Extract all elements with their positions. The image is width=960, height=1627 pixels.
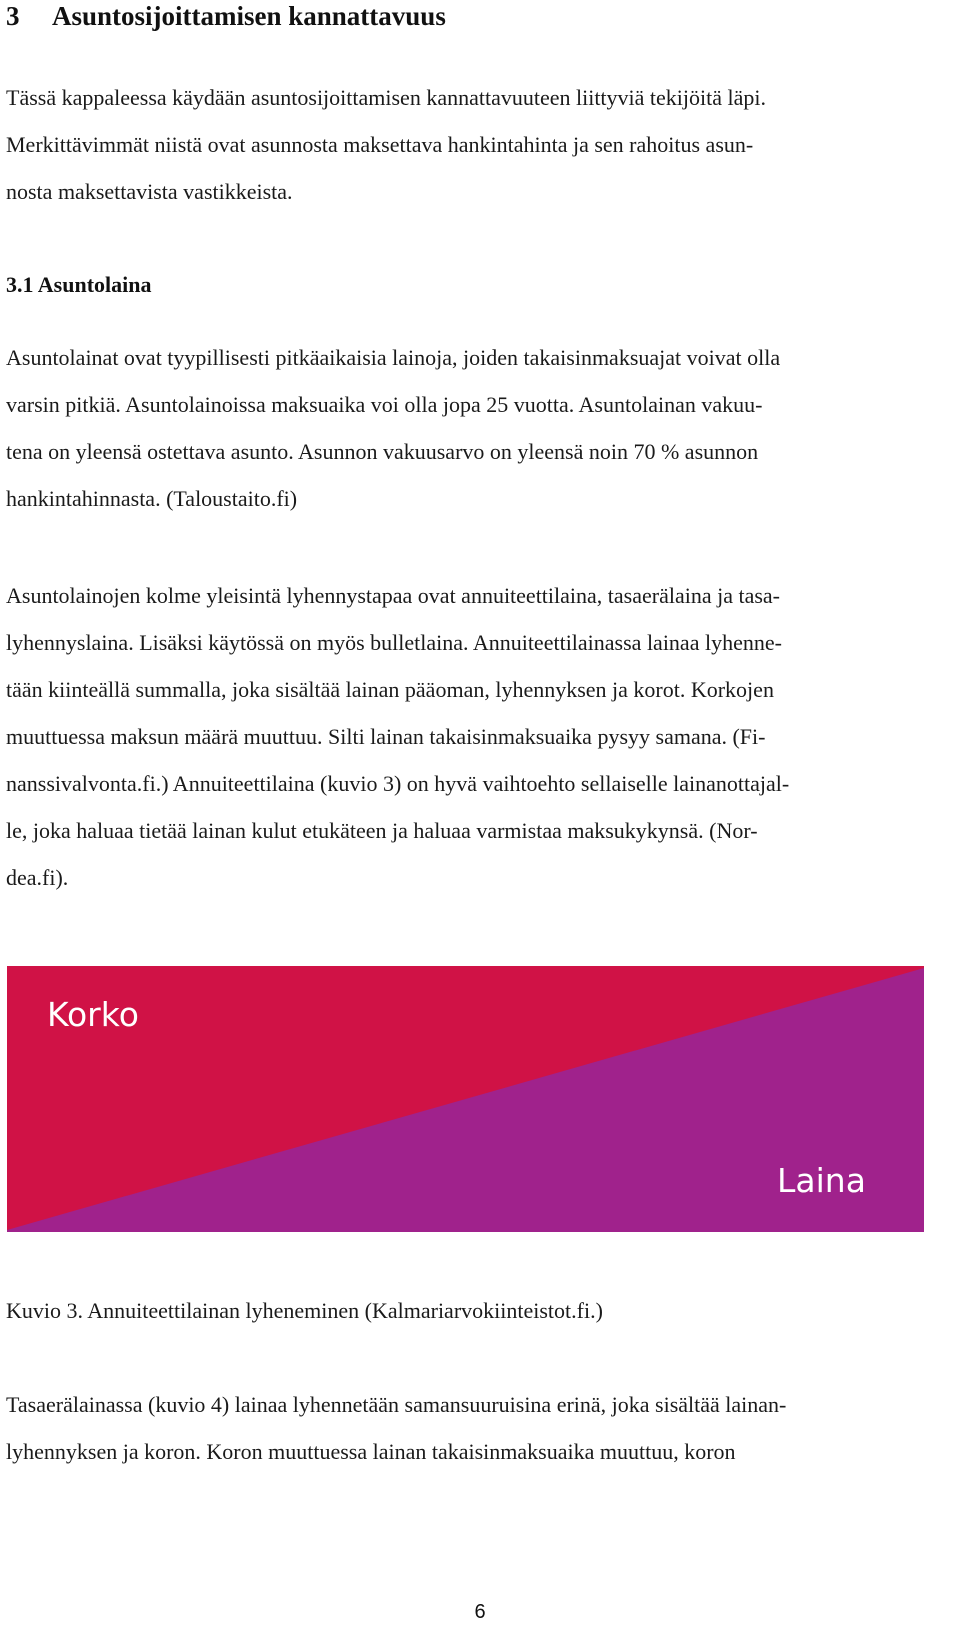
paragraph-line: nanssivalvonta.fi.) Annuiteettilaina (kuvio 3) on hyvä vaihtoehto sellaiselle lainanottajal- [6, 771, 790, 796]
annuity-loan-figure [7, 966, 924, 1232]
paragraph-line: dea.fi). [6, 865, 69, 890]
paragraph-line: tena on yleensä ostettava asunto. Asunnon vakuusarvo on yleensä noin 70 % asunnon [6, 439, 759, 464]
paragraph-line: muuttuessa maksun määrä muuttuu. Silti lainan takaisinmaksuaika pysyy samana. (Fi- [6, 724, 766, 749]
section-heading [6, 0, 446, 32]
paragraph-line: hankintahinnasta. (Taloustaito.fi) [6, 486, 298, 511]
loan-paragraph [6, 334, 936, 522]
page-number: 6 [474, 1601, 486, 1623]
interest-label: Korko [47, 995, 139, 1034]
section-title: Asuntosijoittamisen kannattavuus [52, 1, 446, 31]
paragraph-line: varsin pitkiä. Asuntolainoissa maksuaika voi olla jopa 25 vuotta. Asuntolainan vakuu- [6, 392, 763, 417]
paragraph-line: Tässä kappaleessa käydään asuntosijoittamisen kannattavuuteen liittyviä tekijöitä läpi. [6, 85, 766, 110]
paragraph-line: Tasaerälainassa (kuvio 4) lainaa lyhennetään samansuuruisina erinä, joka sisältää lainan- [6, 1392, 787, 1417]
paragraph-line: nosta maksettavista vastikkeista. [6, 179, 293, 204]
paragraph-line: tään kiinteällä summalla, joka sisältää lainan pääoman, lyhennyksen ja korot. Korkojen [6, 677, 774, 702]
figure-caption: Kuvio 3. Annuiteettilainan lyheneminen (Kalmariarvokiinteistot.fi.) [6, 1298, 603, 1323]
loan-label: Laina [777, 1161, 866, 1200]
paragraph-line: Merkittävimmät niistä ovat asunnosta maksettava hankintahinta ja sen rahoitus asun- [6, 132, 754, 157]
paragraph-line: le, joka haluaa tietää lainan kulut etukäteen ja haluaa varmistaa maksukykynsä. (Nor- [6, 818, 758, 843]
repayment-types-paragraph [6, 572, 936, 901]
equal-installment-paragraph [6, 1381, 936, 1475]
paragraph-line: Asuntolainat ovat tyypillisesti pitkäaikaisia lainoja, joiden takaisinmaksuajat voivat olla [6, 345, 781, 370]
annuity-diagram [7, 966, 924, 1232]
section-number: 3 [6, 1, 20, 31]
paragraph-line: lyhennyksen ja koron. Koron muuttuessa lainan takaisinmaksuaika muuttuu, koron [6, 1439, 736, 1464]
intro-paragraph [6, 74, 936, 215]
paragraph-line: Asuntolainojen kolme yleisintä lyhennystapaa ovat annuiteettilaina, tasaerälaina ja tasa- [6, 583, 781, 608]
paragraph-line: lyhennyslaina. Lisäksi käytössä on myös bulletlaina. Annuiteettilainassa lainaa lyhenne- [6, 630, 782, 655]
subsection-heading: 3.1 Asuntolaina [6, 272, 152, 297]
